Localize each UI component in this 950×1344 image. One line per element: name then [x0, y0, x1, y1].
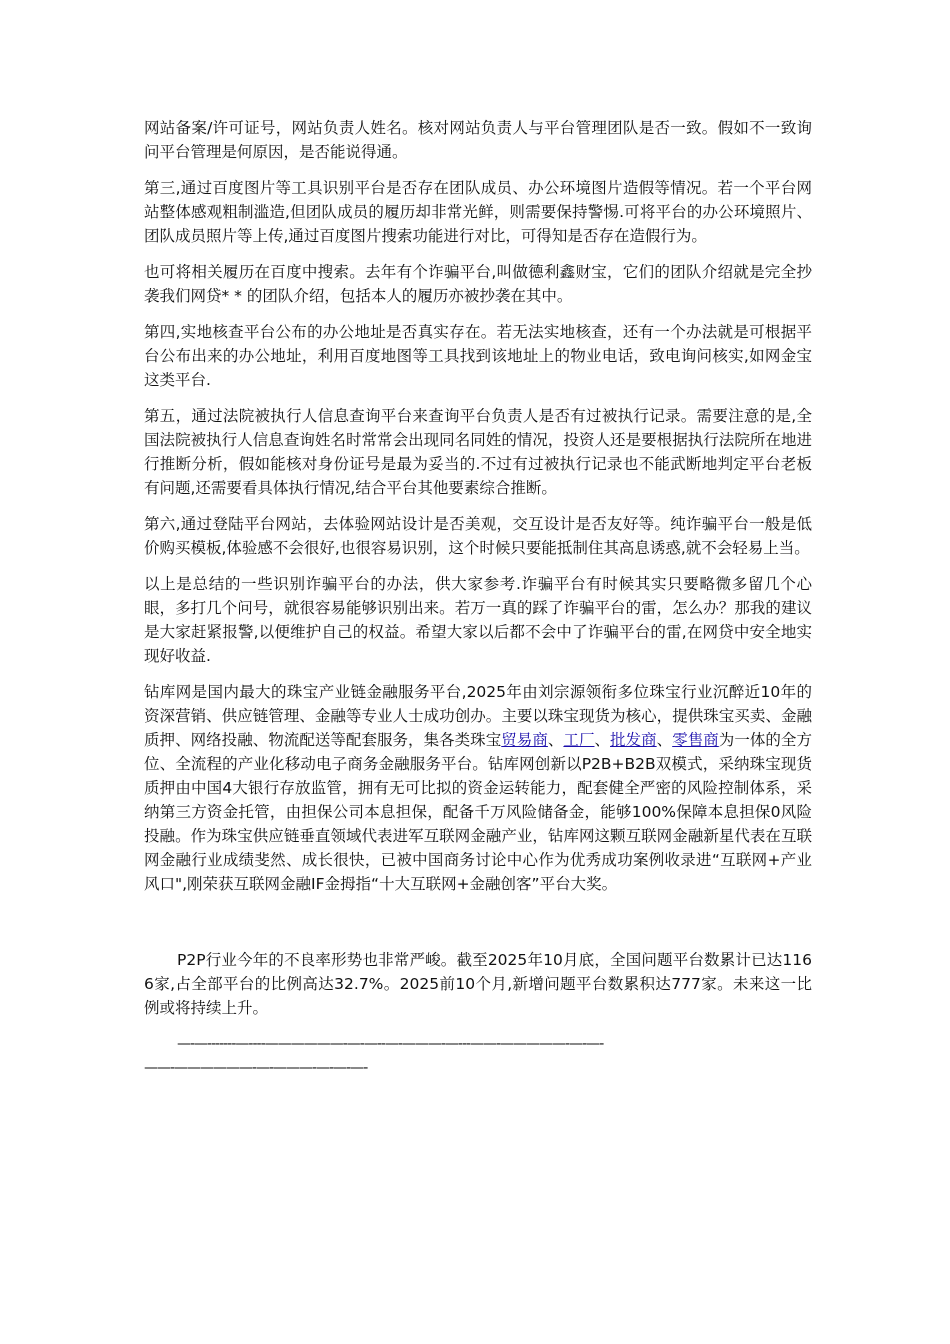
paragraph-website-design: 第六,通过登陆平台网站，去体验网站设计是否美观，交互设计是否友好等。纯诈骗平台一般是低价购买模板,体验感不会很好,也很容易识别，这个时候只要能抵制住其高息诱惑,就不会轻易上当。 — [144, 515, 812, 557]
link-wholesaler[interactable]: 批发商 — [610, 731, 657, 749]
paragraph-office-address: 第四,实地核查平台公布的办公地址是否真实存在。若无法实地核查，还有一个办法就是可根据平台公布出来的办公地址，利用百度地图等工具找到该地址上的物业电话，致电询问核实,如网金宝这类平台. — [144, 323, 812, 389]
paragraph-image-verification: 第三,通过百度图片等工具识别平台是否存在团队成员、办公环境图片造假等情况。若一个平台网站整体感观粗制滥造,但团队成员的履历却非常光鲜，则需要保持警惕.可将平台的办公环境照片、团队成员照片等上传,通过百度图片搜索功能进行对比，可得知是否存在造假行为。 — [144, 179, 812, 245]
link-separator: 、 — [547, 731, 564, 749]
paragraph-court-records: 第五，通过法院被执行人信息查询平台来查询平台负责人是否有过被执行记录。需要注意的是,全国法院被执行人信息查询姓名时常常会出现同名同姓的情况，投资人还是要根据执行法院所在地进行推断分析，假如能核对身份证号是最为妥当的.不过有过被执行记录也不能武断地判定平台老板有问题,还需要看具体执行情况,结合平台其他要素综合推断。 — [144, 407, 812, 497]
paragraph-website-registration: 网站备案/许可证号，网站负责人姓名。核对网站负责人与平台管理团队是否一致。假如不一致询问平台管理是何原因，是否能说得通。 — [144, 119, 812, 161]
dash-divider-line: —-—-------—----——————-—-—--—-———-—---——-—————-—-—- — [177, 1036, 604, 1052]
link-separator: 、 — [656, 731, 673, 749]
link-factory[interactable]: 工厂 — [563, 731, 595, 749]
dash-divider-line: ——-——————-—-———-—-—-—- — [144, 1060, 368, 1076]
link-separator: 、 — [594, 731, 611, 749]
company-intro-text-after: 为一体的全方位、全流程的产业化移动电子商务金融服务平台。钻库网创新以P2B+B2B双模式，采纳珠宝现货质押由中国4大银行存放监管，拥有无可比拟的资金运转能力，配套健全严密的风险控制体系，采纳第三方资金托管，由担保公司本息担保，配备千万风险储备金，能够100%保障本息担保0风险投融。作为珠宝供应链垂直领域代表进军互联网金融产业，钻库网这颗互联网金融新星代表在互联网金融行业成绩斐然、成长很快，已被中国商务讨论中心作为优秀成功案例收录进“互联网+产业风口",刚荣获互联网金融IF金拇指“十大互联网+金融创客”平台大奖。 — [144, 731, 812, 893]
link-retailer[interactable]: 零售商 — [672, 731, 719, 749]
company-intro-text-before: 钻库网是国内最大的珠宝产业链金融服务平台,2025年由刘宗源领衔多位珠宝行业沉醉近10年的资深营销、供应链管理、金融等专业人士成功创办。主要以珠宝现货为核心，提供珠宝买卖、金融质押、网络投融、物流配送等配套服务，集各类珠宝 — [144, 683, 812, 749]
spacer — [144, 908, 812, 948]
paragraph-summary: 以上是总结的一些识别诈骗平台的办法，供大家参考.诈骗平台有时候其实只要略微多留几个心眼，多打几个问号，就很容易能够识别出来。若万一真的踩了诈骗平台的雷，怎么办？那我的建议是大家赶紧报警,以便维护自己的权益。希望大家以后都不会中了诈骗平台的雷,在网贷中安全地实现好收益. — [144, 575, 812, 665]
document-page — [144, 116, 812, 1080]
link-trader[interactable]: 贸易商 — [501, 731, 548, 749]
paragraph-company-intro — [144, 680, 812, 896]
paragraph-resume-search: 也可将相关履历在百度中搜索。去年有个诈骗平台,叫做德利鑫财宝，它们的团队介绍就是完全抄袭我们网贷* * 的团队介绍，包括本人的履历亦被抄袭在其中。 — [144, 263, 812, 305]
paragraph-industry-stats: P2P行业今年的不良率形势也非常严峻。截至2025年10月底，全国问题平台数累计已达1166家,占全部平台的比例高达32.7%。2025前10个月,新增问题平台数累积达777家。未来这一比例或将持续上升。 — [144, 951, 812, 1017]
